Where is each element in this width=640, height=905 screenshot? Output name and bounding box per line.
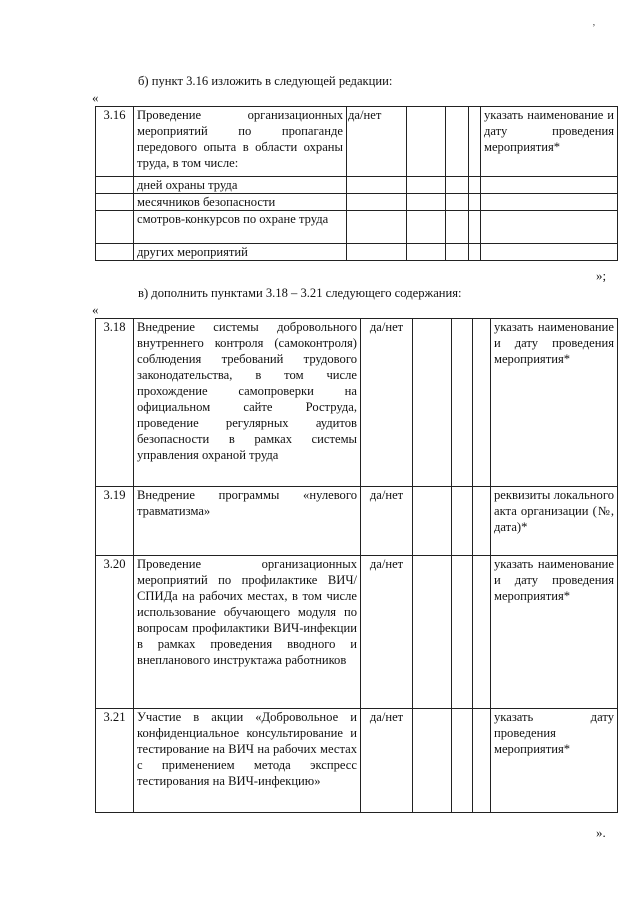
table-row (96, 487, 618, 556)
page-corner-mark: ’ (592, 22, 596, 34)
empty-cell (96, 211, 134, 244)
item-name: Внедрение системы добровольного внутреннего контроля (самоконтроля) соблюдения требований трудового законодательства, в том числе прохождение самопроверки на официальном сайте Роструда, проведение регулярных аудитов безопасности в рамках системы управления охраной труда (134, 319, 361, 487)
item-number: 3.16 (96, 107, 134, 177)
empty-cell (413, 556, 452, 709)
section-b-intro: б) пункт 3.16 изложить в следующей редакции: (138, 74, 393, 88)
empty-cell (469, 107, 481, 177)
section-c-intro: в) дополнить пунктами 3.18 – 3.21 следующего содержания: (138, 286, 462, 300)
item-answer: да/нет (361, 556, 413, 709)
subitem-name: других мероприятий (134, 244, 347, 261)
empty-cell (413, 709, 452, 813)
item-number: 3.20 (96, 556, 134, 709)
empty-cell (96, 244, 134, 261)
item-answer: да/нет (361, 487, 413, 556)
section-b-open-quote: « (92, 90, 99, 105)
empty-cell (96, 194, 134, 211)
subitem-name: месячников безопасности (134, 194, 347, 211)
item-answer: да/нет (361, 319, 413, 487)
item-answer: да/нет (361, 709, 413, 813)
item-note: указать наименование и дату проведения мероприятия* (491, 319, 618, 487)
section-c-open-quote: « (92, 302, 99, 317)
empty-cell (473, 556, 491, 709)
empty-cell (473, 487, 491, 556)
subitem-name: смотров-конкурсов по охране труда (134, 211, 347, 244)
item-note: указать наименование и дату проведения мероприятия* (491, 556, 618, 709)
subitem-name: дней охраны труда (134, 177, 347, 194)
item-answer: да/нет (347, 107, 407, 177)
item-number: 3.21 (96, 709, 134, 813)
item-name: Внедрение программы «нулевого травматизма» (134, 487, 361, 556)
table-row (96, 319, 618, 487)
table-items-3-18-3-21 (95, 318, 618, 813)
empty-cell (473, 709, 491, 813)
table-row (96, 177, 618, 194)
item-note: указать наименование и дату проведения мероприятия* (481, 107, 618, 177)
table-row (96, 556, 618, 709)
empty-cell (407, 107, 446, 177)
item-name: Участие в акции «Добровольное и конфиденциальное консультирование и тестирование на ВИЧ на рабочих местах с применением метода экспресс тестирования на ВИЧ-инфекцию» (134, 709, 361, 813)
section-b-close-quote: »; (596, 268, 607, 283)
table-item-3-16 (95, 106, 618, 261)
empty-cell (452, 319, 473, 487)
table-row (96, 244, 618, 261)
item-number: 3.19 (96, 487, 134, 556)
item-note: реквизиты локального акта организации (№, дата)* (491, 487, 618, 556)
empty-cell (452, 487, 473, 556)
item-name: Проведение организационных мероприятий по профилактике ВИЧ/СПИДа на рабочих местах, в том числе использование обучающего модуля по вопросам профилактики ВИЧ-инфекции в рамках проведения вводного и внепланового инструктажа работников (134, 556, 361, 709)
empty-cell (473, 319, 491, 487)
item-number: 3.18 (96, 319, 134, 487)
empty-cell (413, 319, 452, 487)
table-row (96, 194, 618, 211)
table-row (96, 211, 618, 244)
section-c-close-quote: ». (596, 825, 606, 840)
table-row (96, 709, 618, 813)
table-row (96, 107, 618, 177)
empty-cell (413, 487, 452, 556)
empty-cell (446, 107, 469, 177)
empty-cell (452, 709, 473, 813)
empty-cell (96, 177, 134, 194)
empty-cell (452, 556, 473, 709)
item-name: Проведение организационных мероприятий по пропаганде передового опыта в области охраны труда, в том числе: (134, 107, 347, 177)
item-note: указать дату проведения мероприятия* (491, 709, 618, 813)
